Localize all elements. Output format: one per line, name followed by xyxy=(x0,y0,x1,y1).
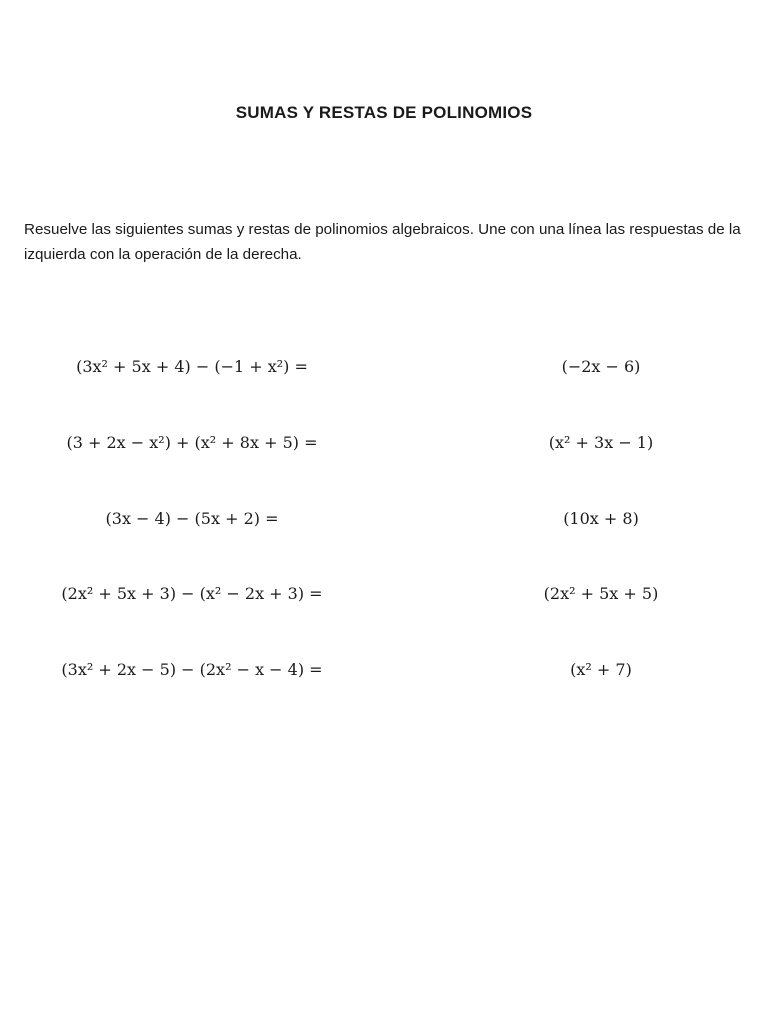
operation-2: (3 + 2x − x²) + (x² + 8x + 5) = xyxy=(66,433,318,452)
instructions-paragraph: Resuelve las siguientes sumas y restas de polinomios algebraicos. Une con una línea las respuestas de la izquierda con la operación de la derecha. xyxy=(24,221,741,263)
answer-2: (x² + 3x − 1) xyxy=(548,433,654,452)
answer-3: (10x + 8) xyxy=(563,509,639,528)
operation-3: (3x − 4) − (5x + 2) = xyxy=(105,509,279,528)
operation-1: (3x² + 5x + 4) − (−1 + x²) = xyxy=(76,357,308,376)
answer-4: (2x² + 5x + 5) xyxy=(543,584,659,603)
operation-5: (3x² + 2x − 5) − (2x² − x − 4) = xyxy=(61,660,323,679)
answer-1: (−2x − 6) xyxy=(561,357,641,376)
answer-5: (x² + 7) xyxy=(570,660,632,679)
operation-4: (2x² + 5x + 3) − (x² − 2x + 3) = xyxy=(61,584,323,603)
worksheet-title: SUMAS Y RESTAS DE POLINOMIOS xyxy=(235,103,533,122)
